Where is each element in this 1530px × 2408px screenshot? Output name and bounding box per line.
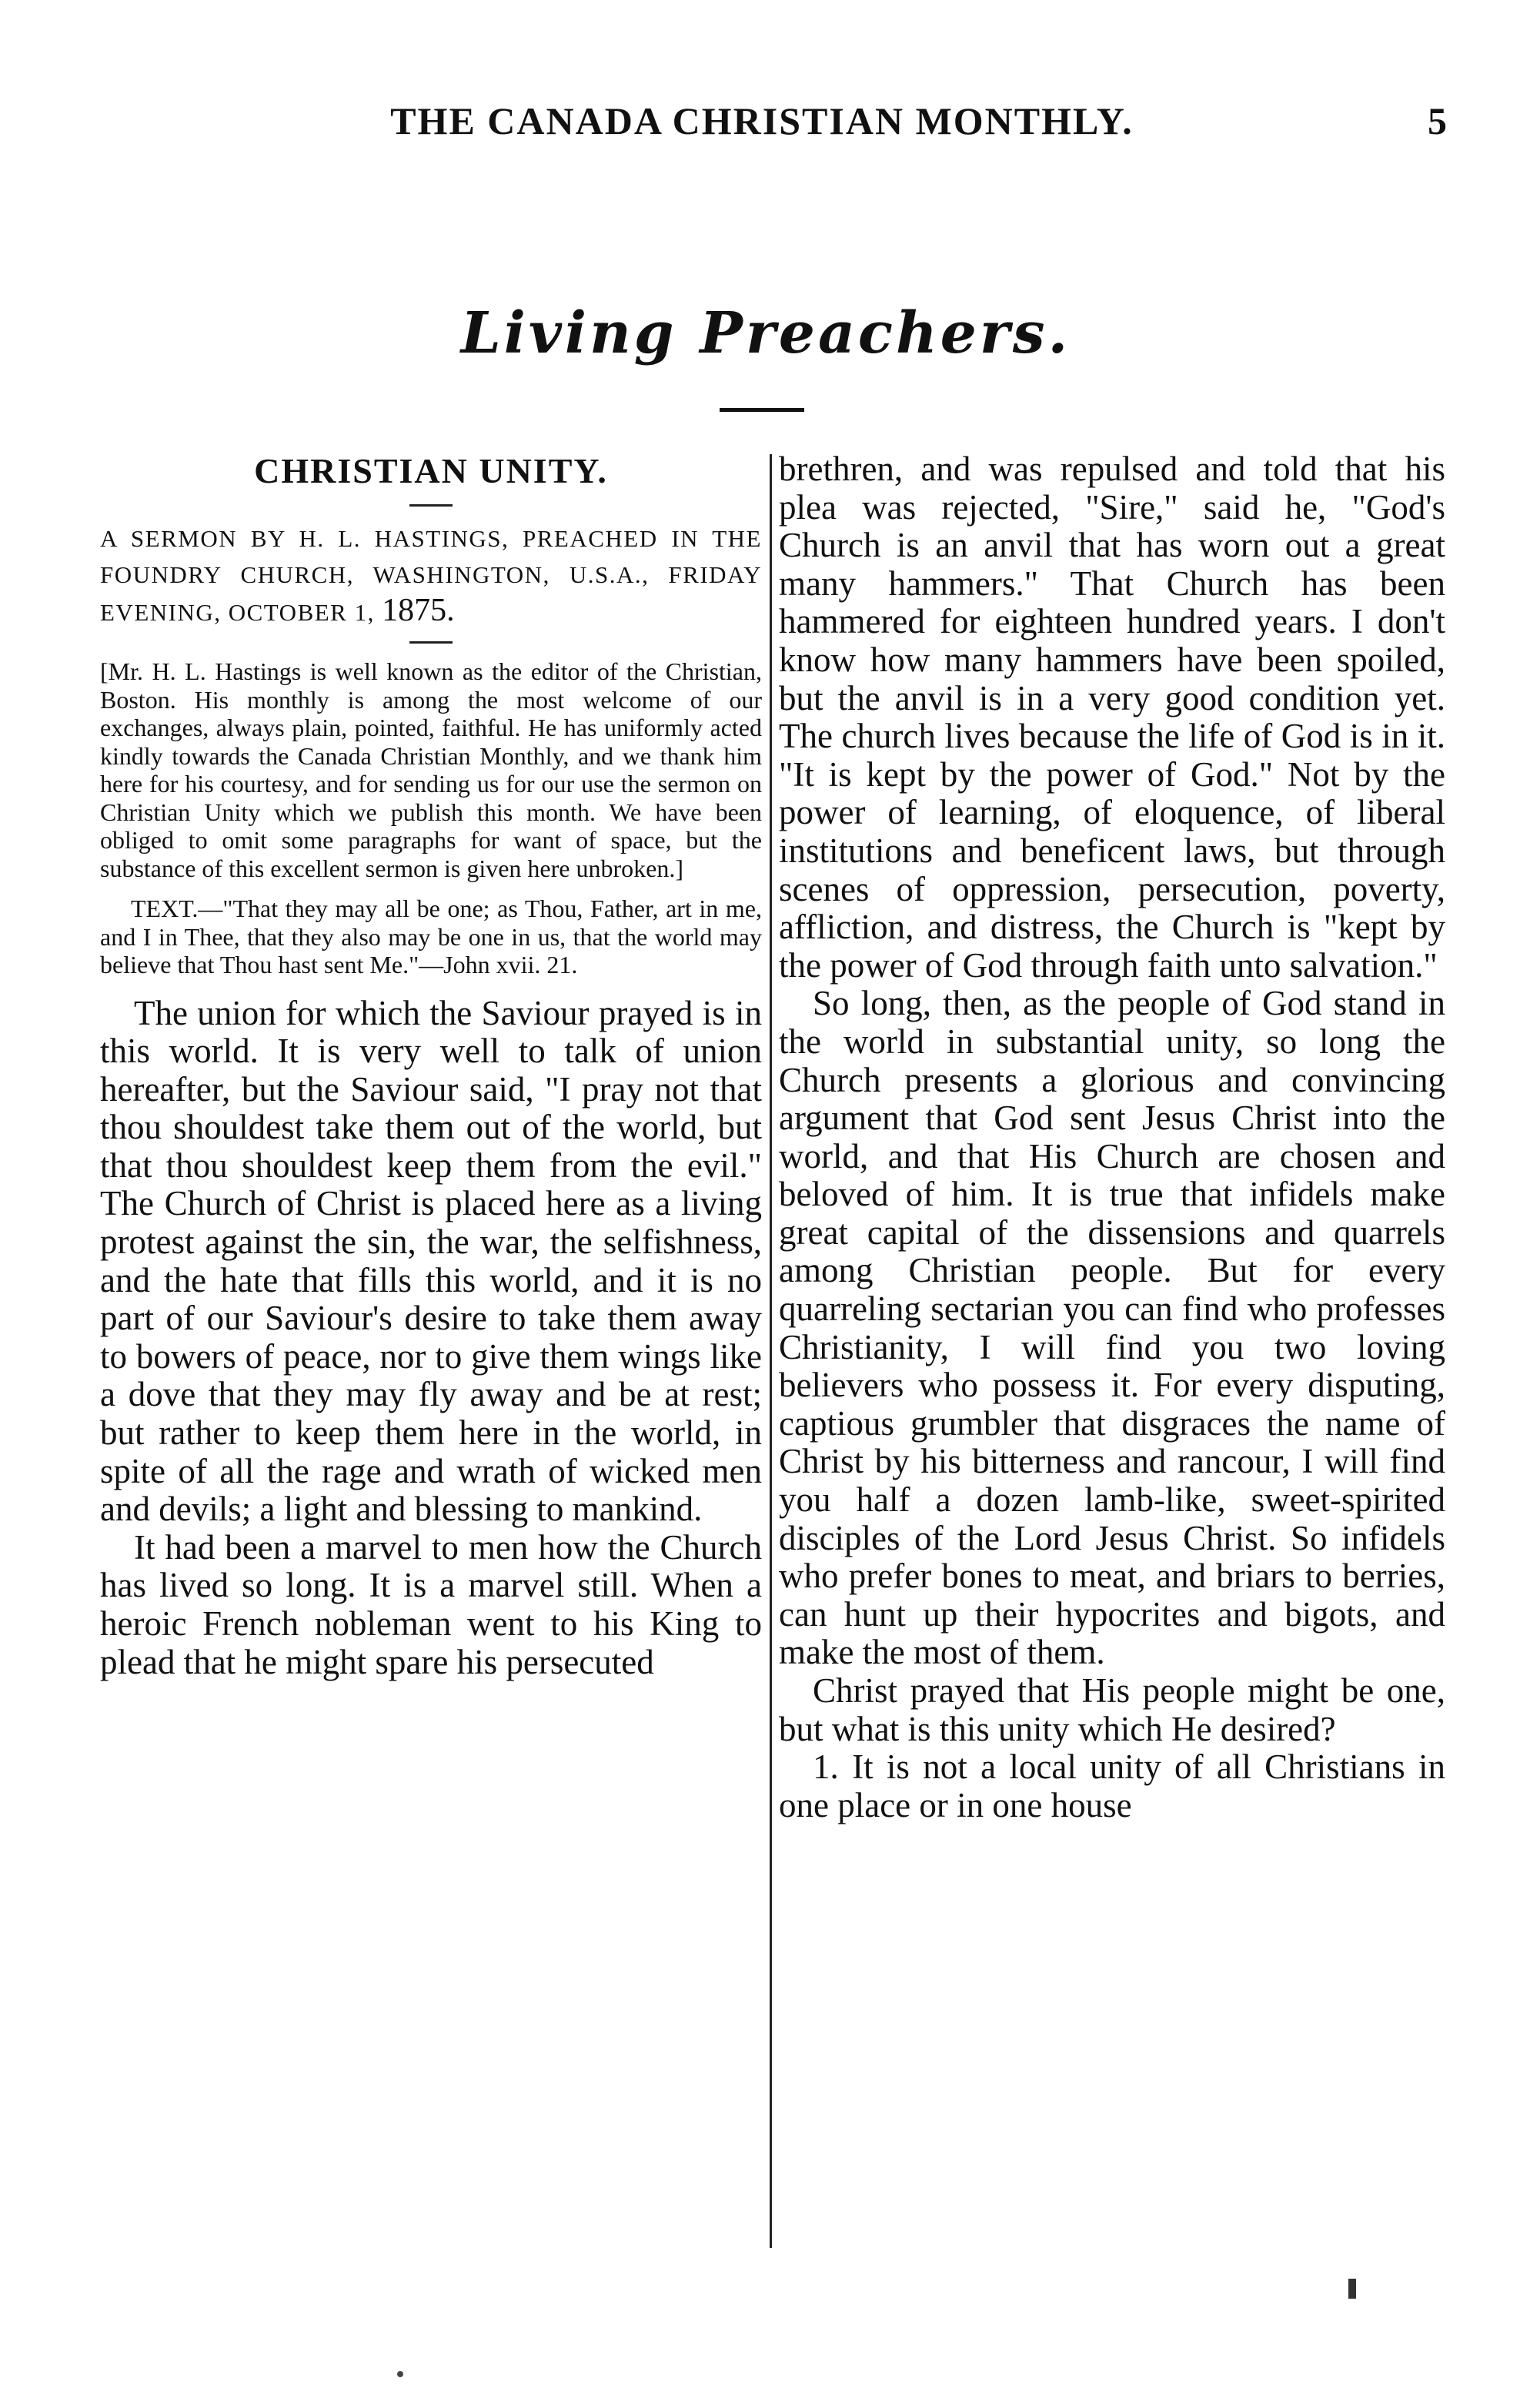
body-paragraph: The union for which the Saviour prayed is in this world. It is very well to talk of union hereafter, but the Saviour said, "I pray not that thou shouldest take them out of the world, but that thou shouldest keep them from the evil." The Church of Christ is placed here as a living protest against the sin, the war, the selfishness, and the hate that fills this world, and it is no part of our Saviour's desire to take them away to bowers of peace, nor to give them wings like a dove that they may fly away and be at rest; but rather to keep them here in the world, in spite of all the rage and wrath of wicked men and devils; a light and blessing to mankind. xyxy=(100,993,762,1529)
heading-rule xyxy=(720,408,804,412)
body-paragraph: brethren, and was repulsed and told that his plea was rejected, "Sire," said he, "God's Church is an anvil that has worn out a great many hammers." That Church has been hammered for eighteen hundred years. I don't know how many hammers have been spoiled, but the anvil is in a very good condition yet. The church lives because the life of God is in it. "It is kept by the power of God." Not by the power of learning, of eloquence, of liberal institutions and beneficent laws, but through scenes of oppression, persecution, poverty, affliction, and distress, the Church is "kept by the power of God through faith unto salvation." xyxy=(779,450,1445,985)
byline-year: 1875. xyxy=(382,593,455,628)
body-paragraph: So long, then, as the people of God stand in the world in substantial unity, so long the Church presents a glorious and convincing argument that God sent Jesus Christ into the world, and that His Church are chosen and beloved of him. It is true that infidels make great capital of the dissensions and quarrels among Christian people. But for every quarreling sectarian you can find who professes Christianity, I will find you two loving believers who possess it. For every disputing, captious grumbler that disgraces the name of Christ by his bitterness and rancour, I will find you half a dozen lamb-like, sweet-spirited disciples of the Lord Jesus Christ. So infidels who prefer bones to meat, and briars to berries, can hunt up their hypocrites and bigots, and make the most of them. xyxy=(779,984,1445,1672)
running-head xyxy=(0,99,1530,145)
section-heading: Living Preachers. xyxy=(460,300,1071,366)
article-title: CHRISTIAN UNITY. xyxy=(254,451,608,490)
left-column xyxy=(100,450,762,1681)
column-divider xyxy=(770,454,772,2248)
title-rule xyxy=(409,504,453,507)
editor-note: [Mr. H. L. Hastings is well known as the editor of the Christian, Boston. His monthly is among the most welcome of our exchanges, always plain, pointed, faithful. He has uniformly acted kindly towards the Canada Christian Monthly, and we thank him here for his courtesy, and for sending us for our use the sermon on Christian Unity which we publish this month. We have been obliged to omit some paragraphs for want of space, but the substance of this excellent sermon is given here unbroken.] xyxy=(100,657,762,882)
running-title: THE CANADA CHRISTIAN MONTHLY. xyxy=(390,99,1134,142)
ink-mark xyxy=(1348,2279,1356,2299)
ink-speck xyxy=(397,2371,403,2377)
body-paragraph: Christ prayed that His people might be one, but what is this unity which He desired? xyxy=(779,1671,1445,1748)
sermon-byline xyxy=(100,520,762,630)
page-number: 5 xyxy=(1428,99,1447,142)
right-column xyxy=(779,450,1445,1824)
byline-text: A SERMON BY H. L. HASTINGS, PREACHED IN THE FOUNDRY CHURCH, WASHINGTON, U.S.A., FRIDAY EVENING, OCTOBER 1, xyxy=(100,525,762,626)
body-paragraph: 1. It is not a local unity of all Christians in one place or in one house xyxy=(779,1747,1445,1824)
scripture-text: TEXT.—"That they may all be one; as Thou, Father, art in me, and I in Thee, that they also may be one in us, that the world may believe that Thou hast sent Me."—John xvii. 21. xyxy=(100,895,762,978)
byline-rule xyxy=(409,641,453,644)
body-paragraph: It had been a marvel to men how the Church has lived so long. It is a marvel still. When a heroic French nobleman went to his King to plead that he might spare his persecuted xyxy=(100,1527,762,1681)
